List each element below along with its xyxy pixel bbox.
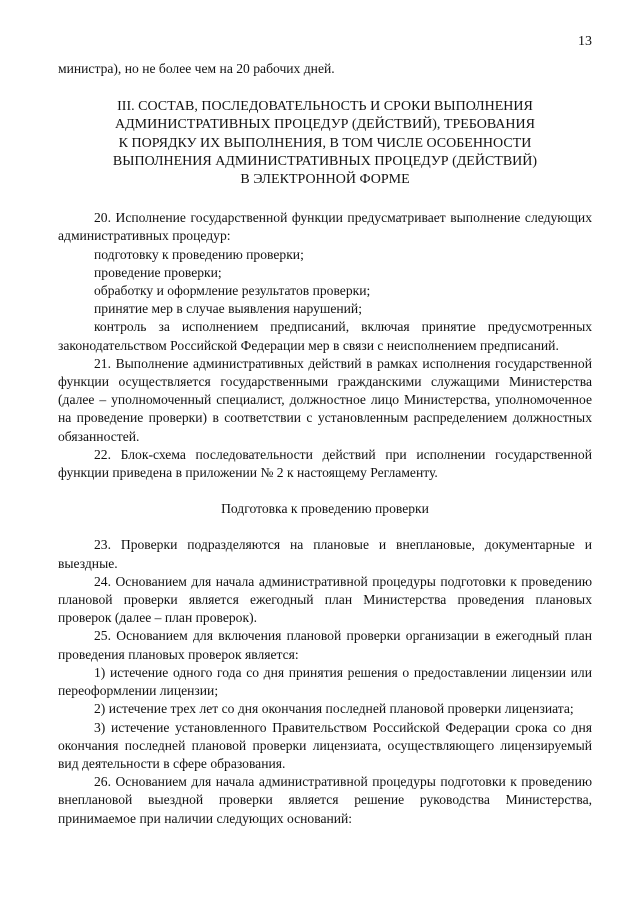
- subheading-preparation: Подготовка к проведению проверки: [221, 501, 429, 517]
- document-body: [58, 60, 592, 828]
- paragraph-25-item-2: 2) истечение трех лет со дня окончания последней плановой проверки лицензиата;: [94, 701, 574, 717]
- paragraph-20-item-1: подготовку к проведению проверки;: [94, 246, 304, 262]
- paragraph-20-item-5: контроль за исполнением предписаний, включая принятие предусмотренных законодательством Российской Федерации мер в связи с неисполнением предписаний.: [58, 319, 592, 353]
- section-heading-line-5: В ЭЛЕКТРОННОЙ ФОРМЕ: [240, 172, 410, 188]
- section-heading-line-3: К ПОРЯДКУ ИХ ВЫПОЛНЕНИЯ, В ТОМ ЧИСЛЕ ОСОБЕННОСТИ: [118, 135, 532, 151]
- paragraph-25-item-1: 1) истечение одного года со дня принятия решения о предоставлении лицензии или переоформлении лицензии;: [58, 664, 592, 699]
- paragraph-20-item-3: обработку и оформление результатов проверки;: [94, 283, 371, 299]
- section-heading: [58, 98, 592, 189]
- paragraph-21: 21. Выполнение административных действий в рамках исполнения государственной функции осуществляется государственными гражданскими служащими Министерства (далее – уполномоченный специалист, должностное лицо Министерства, уполномоченное на проведение проверки) в соответствии с установленным распределением должностных обязанностей.: [58, 355, 592, 444]
- paragraph-23: 23. Проверки подразделяются на плановые и внеплановые, документарные и выездные.: [58, 537, 592, 571]
- paragraph-20-item-4: принятие мер в случае выявления нарушений;: [94, 301, 362, 317]
- paragraph-24: 24. Основанием для начала административной процедуры подготовки к проведению плановой проверки является ежегодный план Министерства проведения плановых проверок (далее – план проверок).: [58, 573, 592, 626]
- paragraph-20-item-2: проведение проверки;: [94, 264, 222, 280]
- lead-line: министра), но не более чем на 20 рабочих дней.: [58, 61, 335, 76]
- paragraph-26: 26. Основанием для начала административной процедуры подготовки к проведению внеплановой выездной проверки является решение руководства Министерства, принимаемое при наличии следующих оснований:: [58, 774, 592, 826]
- paragraph-25-item-3: 3) истечение установленного Правительством Российской Федерации срока со дня окончания последней плановой проверки лицензиата, осуществляющего лицензируемый вид деятельности в сфере образования.: [58, 719, 592, 771]
- section-heading-line-1: III. СОСТАВ, ПОСЛЕДОВАТЕЛЬНОСТЬ И СРОКИ ВЫПОЛНЕНИЯ: [117, 99, 533, 115]
- section-heading-line-2: АДМИНИСТРАТИВНЫХ ПРОЦЕДУР (ДЕЙСТВИЙ), ТРЕБОВАНИЯ: [115, 117, 535, 133]
- section-heading-line-4: ВЫПОЛНЕНИЯ АДМИНИСТРАТИВНЫХ ПРОЦЕДУР (ДЕЙСТВИЙ): [112, 153, 538, 169]
- paragraph-22: 22. Блок-схема последовательности действий при исполнении государственной функции приведена в приложении № 2 к настоящему Регламенту.: [58, 446, 592, 481]
- page-number: 13: [578, 34, 592, 49]
- paragraph-25-intro: 25. Основанием для включения плановой проверки организации в ежегодный план проведения плановых проверок является:: [58, 628, 592, 662]
- paragraph-20-intro: 20. Исполнение государственной функции предусматривает выполнение следующих административных процедур:: [58, 210, 592, 244]
